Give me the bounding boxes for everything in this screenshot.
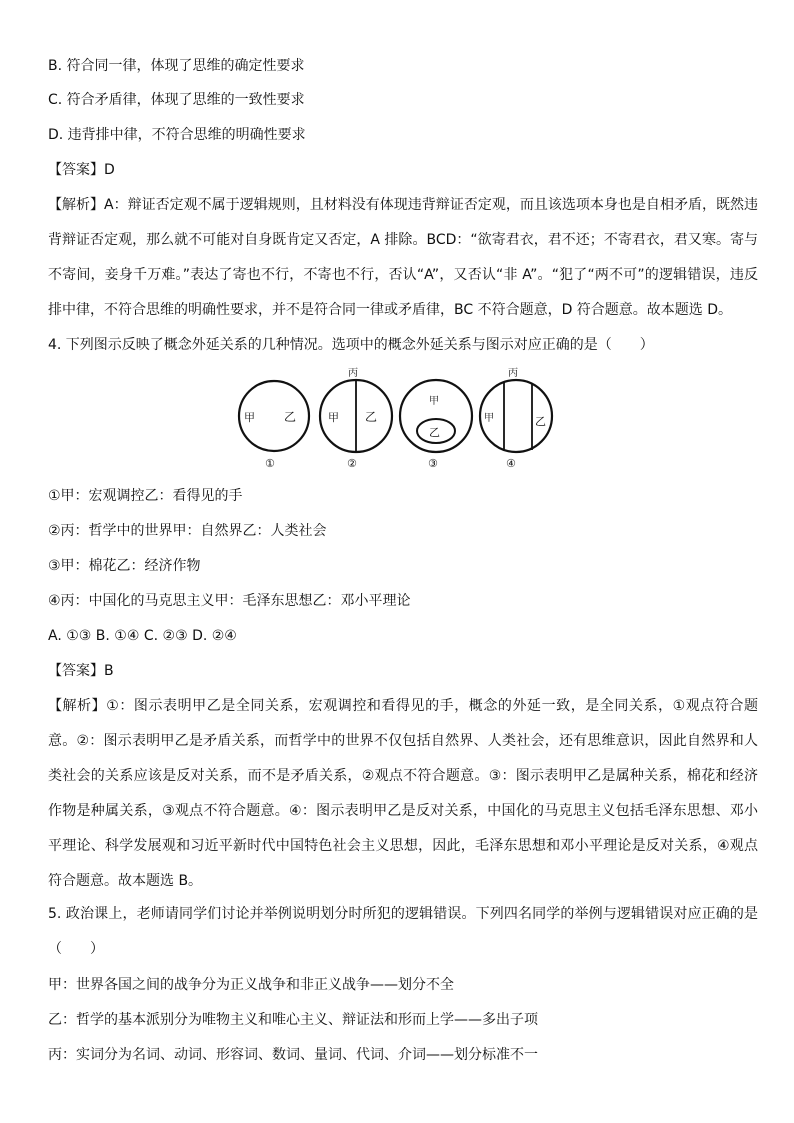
q5-item-yi: 乙：哲学的基本派别分为唯物主义和唯心主义、辩证法和形而上学——多出子项 [48, 1012, 538, 1028]
q3-answer: 【答案】D [48, 162, 115, 178]
diagram-2-jia: 甲 [328, 411, 339, 424]
q4-item-1: ①甲：宏观调控乙：看得见的手 [48, 488, 243, 504]
diagram-2-label: ② [347, 457, 357, 470]
option-c: C. 符合矛盾律，体现了思维的一致性要求 [48, 92, 305, 108]
q4-answer: 【答案】B [48, 663, 114, 679]
diagram-1-label: ① [265, 457, 275, 470]
q5-item-jia: 甲：世界各国之间的战争分为正义战争和非正义战争——划分不全 [48, 977, 454, 993]
diagram-3-label: ③ [428, 457, 438, 470]
diagram-4-jia: 甲 [484, 413, 494, 424]
diagram-4-yi: 乙 [535, 415, 546, 428]
diagram-3-yi: 乙 [429, 426, 440, 439]
diagram-4-bing: 丙 [508, 368, 518, 379]
diagram-3-circle [400, 380, 472, 452]
diagram-1-jia: 甲 [244, 411, 255, 424]
concept-diagram [236, 366, 558, 474]
diagram-1-yi: 乙 [284, 410, 297, 424]
diagram-2-bing: 丙 [348, 368, 358, 379]
q4-choices: A. ①③ B. ①④ C. ②③ D. ②④ [48, 628, 237, 644]
q4-item-2: ②丙：哲学中的世界甲：自然界乙：人类社会 [48, 523, 327, 539]
option-b: B. 符合同一律，体现了思维的确定性要求 [48, 58, 305, 74]
diagram-2-yi: 乙 [365, 410, 378, 424]
q4-stem: 4. 下列图示反映了概念外延关系的几种情况。选项中的概念外延关系与图示对应正确的是（ ） [48, 337, 654, 353]
diagram-3-jia: 甲 [429, 396, 439, 407]
q5-stem: 5. 政治课上，老师请同学们讨论并举例说明划分时所犯的逻辑错误。下列四名同学的举例与逻辑错误对应正确的是（ ） [48, 906, 758, 957]
q4-item-3: ③甲：棉花乙：经济作物 [48, 558, 201, 574]
q4-item-4: ④丙：中国化的马克思主义甲：毛泽东思想乙：邓小平理论 [48, 593, 411, 609]
option-d: D. 违背排中律，不符合思维的明确性要求 [48, 127, 306, 143]
q4-analysis: 【解析】①：图示表明甲乙是全同关系，宏观调控和看得见的手，概念的外延一致，是全同关系，①观点符合题意。②：图示表明甲乙是矛盾关系，而哲学中的世界不仅包括自然界、人类社会，还有思维意识，因此自然界和人类社会的关系应该是反对关系，而不是矛盾关系，②观点不符合题意。③：图示表明甲乙是属种关系，棉花和经济作物是种属关系，③观点不符合题意。④：图示表明甲乙是反对关系，中国化的马克思主义包括毛泽东思想、邓小平理论、科学发展观和习近平新时代中国特色社会主义思想，因此，毛泽东思想和邓小平理论是反对关系，④观点符合题意。故本题选 B。 [48, 698, 758, 889]
q5-item-bing: 丙：实词分为名词、动词、形容词、数词、量词、代词、介词——划分标准不一 [48, 1047, 538, 1063]
q3-analysis: 【解析】A：辩证否定观不属于逻辑规则，且材料没有体现违背辩证否定观，而且该选项本身也是自相矛盾，既然违背辩证否定观，那么就不可能对自身既肯定又否定，A 排除。BCD：“欲寄君衣，君不还；不寄君衣，君又寒。寄与不寄间，妾身千万难。”表达了寄也不行，不寄也不行，否认“A”，又否认“非 A”。“犯了“两不可”的逻辑错误，违反排中律，不符合思维的明确性要求，并不是符合同一律或矛盾律，BC 不符合题意，D 符合题意。故本题选 D。 [48, 197, 758, 318]
diagram-4-label: ④ [506, 457, 516, 470]
